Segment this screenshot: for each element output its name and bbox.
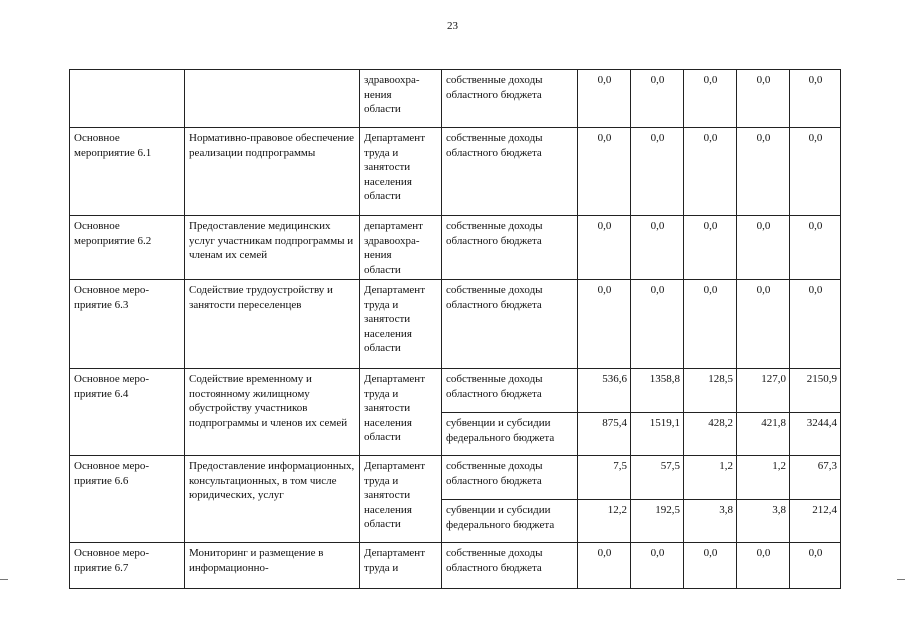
- value-cell: 0,0: [631, 128, 684, 216]
- value-cell: 1519,1: [631, 413, 684, 456]
- value-cell: 0,0: [684, 216, 737, 280]
- table-row: [70, 128, 841, 216]
- value-cell: 212,4: [790, 500, 841, 543]
- executor-cell: Департамент труда и занятости населения области: [360, 280, 442, 369]
- value-cell: 127,0: [737, 369, 790, 413]
- value-cell: 1358,8: [631, 369, 684, 413]
- name-cell: Содействие трудоустройству и занятости переселенцев: [185, 280, 360, 369]
- source-cell: собственные доходы областного бюджета: [442, 280, 578, 369]
- code-cell: Основное меро- приятие 6.6: [70, 456, 185, 543]
- table-body: [70, 70, 841, 589]
- value-cell: 192,5: [631, 500, 684, 543]
- value-cell: 67,3: [790, 456, 841, 500]
- left-margin-mark: [0, 579, 8, 580]
- value-cell: 0,0: [631, 216, 684, 280]
- value-cell: 0,0: [737, 280, 790, 369]
- table-row: [70, 280, 841, 369]
- name-cell: Мониторинг и размещение в информационно-: [185, 543, 360, 589]
- table-row: [70, 543, 841, 589]
- source-cell: собственные доходы областного бюджета: [442, 543, 578, 589]
- code-cell: Основное меро- приятие 6.3: [70, 280, 185, 369]
- value-cell: 0,0: [790, 128, 841, 216]
- value-cell: 3244,4: [790, 413, 841, 456]
- executor-cell: здравоохра- нения области: [360, 70, 442, 128]
- value-cell: 0,0: [737, 543, 790, 589]
- value-cell: 3,8: [684, 500, 737, 543]
- code-cell: Основное меро- приятие 6.4: [70, 369, 185, 456]
- value-cell: 2150,9: [790, 369, 841, 413]
- value-cell: 3,8: [737, 500, 790, 543]
- executor-cell: департамент здравоохра- нения области: [360, 216, 442, 280]
- code-cell: Основное мероприятие 6.2: [70, 216, 185, 280]
- right-margin-mark: [897, 579, 905, 580]
- value-cell: 0,0: [578, 128, 631, 216]
- value-cell: 128,5: [684, 369, 737, 413]
- code-cell: [70, 70, 185, 128]
- table-row: [70, 216, 841, 280]
- value-cell: 0,0: [790, 280, 841, 369]
- source-cell: собственные доходы областного бюджета: [442, 128, 578, 216]
- value-cell: 0,0: [631, 280, 684, 369]
- executor-cell: Департамент труда и занятости населения области: [360, 128, 442, 216]
- code-cell: Основное меро- приятие 6.7: [70, 543, 185, 589]
- value-cell: 0,0: [790, 70, 841, 128]
- value-cell: 0,0: [737, 216, 790, 280]
- value-cell: 1,2: [684, 456, 737, 500]
- value-cell: 0,0: [684, 70, 737, 128]
- source-cell: субвенции и субсидии федерального бюджета: [442, 413, 578, 456]
- executor-cell: Департамент труда и занятости населения области: [360, 369, 442, 456]
- value-cell: 875,4: [578, 413, 631, 456]
- value-cell: 0,0: [737, 128, 790, 216]
- value-cell: 0,0: [578, 70, 631, 128]
- value-cell: 1,2: [737, 456, 790, 500]
- value-cell: 0,0: [578, 543, 631, 589]
- name-cell: Нормативно-правовое обеспечение реализации подпрограммы: [185, 128, 360, 216]
- value-cell: 0,0: [684, 543, 737, 589]
- table-row: [70, 70, 841, 128]
- page-number: 23: [447, 20, 458, 32]
- code-cell: Основное мероприятие 6.1: [70, 128, 185, 216]
- executor-cell: Департамент труда и: [360, 543, 442, 589]
- source-cell: собственные доходы областного бюджета: [442, 369, 578, 413]
- source-cell: собственные доходы областного бюджета: [442, 70, 578, 128]
- value-cell: 0,0: [790, 543, 841, 589]
- value-cell: 7,5: [578, 456, 631, 500]
- value-cell: 0,0: [790, 216, 841, 280]
- value-cell: 0,0: [684, 280, 737, 369]
- source-cell: субвенции и субсидии федерального бюджета: [442, 500, 578, 543]
- value-cell: 0,0: [684, 128, 737, 216]
- name-cell: [185, 70, 360, 128]
- name-cell: Предоставление медицинских услуг участникам подпрограммы и членам их семей: [185, 216, 360, 280]
- budget-table: [69, 69, 841, 589]
- value-cell: 428,2: [684, 413, 737, 456]
- value-cell: 0,0: [578, 280, 631, 369]
- source-cell: собственные доходы областного бюджета: [442, 216, 578, 280]
- source-cell: собственные доходы областного бюджета: [442, 456, 578, 500]
- executor-cell: Департамент труда и занятости населения области: [360, 456, 442, 543]
- value-cell: 421,8: [737, 413, 790, 456]
- table-row: [70, 456, 841, 500]
- value-cell: 0,0: [578, 216, 631, 280]
- value-cell: 536,6: [578, 369, 631, 413]
- table-row: [70, 369, 841, 413]
- name-cell: Содействие временному и постоянному жилищному обустройству участников подпрограммы и членов их семей: [185, 369, 360, 456]
- name-cell: Предоставление информационных, консультационных, в том числе юридических, услуг: [185, 456, 360, 543]
- value-cell: 12,2: [578, 500, 631, 543]
- value-cell: 0,0: [631, 70, 684, 128]
- value-cell: 0,0: [631, 543, 684, 589]
- value-cell: 57,5: [631, 456, 684, 500]
- value-cell: 0,0: [737, 70, 790, 128]
